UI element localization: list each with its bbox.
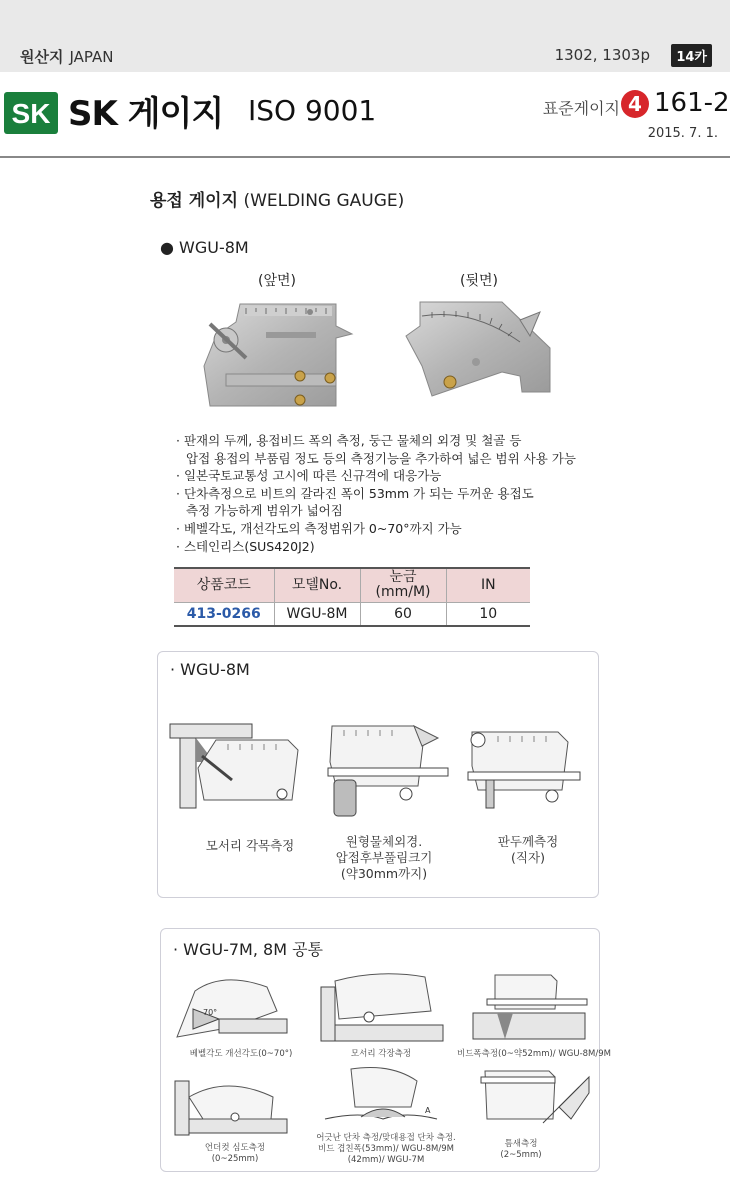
usage-label-bevel: 베벨각도 개선각도(0~70°): [189, 1049, 293, 1059]
undercut-depth-diagram: [173, 1067, 291, 1137]
usage-panel-wgu8m: [157, 651, 599, 898]
corner-measure-diagram: [168, 722, 308, 810]
bevel-angle-diagram: [173, 967, 291, 1043]
sk-logo: [4, 92, 58, 134]
logo-text: SK: [11, 98, 51, 129]
section-number-badge: 4: [621, 90, 649, 118]
graduation-cell: 60: [360, 602, 446, 626]
col-product-code: 상품코드: [174, 568, 274, 602]
issue-date: 2015. 7. 1.: [647, 126, 718, 141]
in-cell: 10: [446, 602, 530, 626]
usage-label-leg: 모서리 각장측정: [350, 1049, 412, 1059]
usage-label-bead: 비드폭측정(0~약52mm)/ WGU-8M/9M: [457, 1049, 611, 1059]
spec-header-row: [174, 568, 530, 602]
feature-item: · 스테인리스(SUS420J2): [176, 538, 315, 554]
spec-table: [174, 567, 530, 627]
feature-item: 측정 가능하게 범위가 넓어짐: [186, 503, 343, 519]
catalog-pages: 1302, 1303p: [554, 46, 650, 64]
usage-label-corner: 모서리 각목측정: [205, 838, 295, 853]
product-title: [150, 186, 404, 211]
origin: [20, 46, 113, 67]
col-graduation: 눈금 (mm/M): [360, 568, 446, 602]
usage-label-round: 원형물체외경. 압접후부풀림크기 (약30mm까지): [335, 834, 433, 881]
col-model: 모델No.: [274, 568, 360, 602]
feature-item: · 판재의 두께, 용접비드 폭의 측정, 둥근 물체의 외경 및 철골 등: [176, 433, 522, 448]
gap-measure-diagram: [479, 1063, 591, 1139]
panel-title: · WGU-7M, 8M 공통: [173, 940, 324, 959]
gauge-back-photo: [402, 296, 554, 404]
feature-item: · 단차측정으로 비트의 갈라진 폭이 53mm 가 되는 두꺼운 용접도: [176, 485, 534, 501]
top-bar: [0, 0, 730, 72]
usage-label-gap: 틈새측정 (2~5mm): [500, 1139, 542, 1160]
usage-panel-common: [160, 928, 611, 1172]
col-in: IN: [446, 568, 530, 602]
iso-cert: ISO 9001: [248, 94, 377, 127]
front-caption: (앞면): [258, 273, 296, 289]
usage-label-undercut: 언더컷 심도측정 (0~25mm): [204, 1143, 266, 1164]
model-cell: WGU-8M: [274, 602, 360, 626]
table-row: [174, 602, 530, 626]
bead-width-diagram: [467, 965, 591, 1045]
back-caption: (뒷면): [460, 273, 498, 289]
model-heading: ● WGU-8M: [160, 238, 249, 257]
leg-length-diagram: [317, 967, 447, 1043]
product-code-cell: 413-0266: [186, 605, 261, 622]
point-a-label: A: [425, 1106, 431, 1115]
page-code: 161-2: [654, 88, 730, 118]
title-kr: 용접 게이지: [150, 191, 239, 211]
feature-list: [176, 432, 576, 555]
gauge-front-photo: [196, 296, 356, 412]
plate-thickness-diagram: [458, 722, 588, 818]
usage-label-plate: 판두께측정 (직자): [497, 834, 559, 865]
page-badge: 14카: [671, 44, 712, 67]
header-divider: [0, 156, 730, 158]
standard-label: 표준게이지: [542, 99, 620, 118]
panel-title: · WGU-8M: [170, 660, 250, 679]
round-object-diagram: [314, 722, 454, 822]
misalignment-diagram: [321, 1061, 445, 1139]
origin-value: JAPAN: [69, 48, 114, 66]
angle-mark: 70°: [203, 1008, 218, 1017]
feature-item: 압접 용접의 부품림 정도 등의 측정기능을 추가하여 넓은 범위 사용 가능: [186, 450, 576, 466]
origin-label: 원산지: [20, 48, 64, 66]
usage-label-misalignment: 어긋난 단차 측정/맞대용접 단차 측정. 비드 겹친폭(53mm)/ WGU-8M/9M (42mm)/ WGU-7M: [316, 1133, 456, 1165]
title-en: (WELDING GAUGE): [243, 191, 405, 211]
feature-item: · 베벨각도, 개선각도의 측정범위가 0~70°까지 가능: [176, 520, 462, 536]
feature-item: · 일본국토교통성 고시에 따른 신규격에 대응가능: [176, 468, 442, 484]
brand-name: SK 게이지: [68, 94, 224, 134]
